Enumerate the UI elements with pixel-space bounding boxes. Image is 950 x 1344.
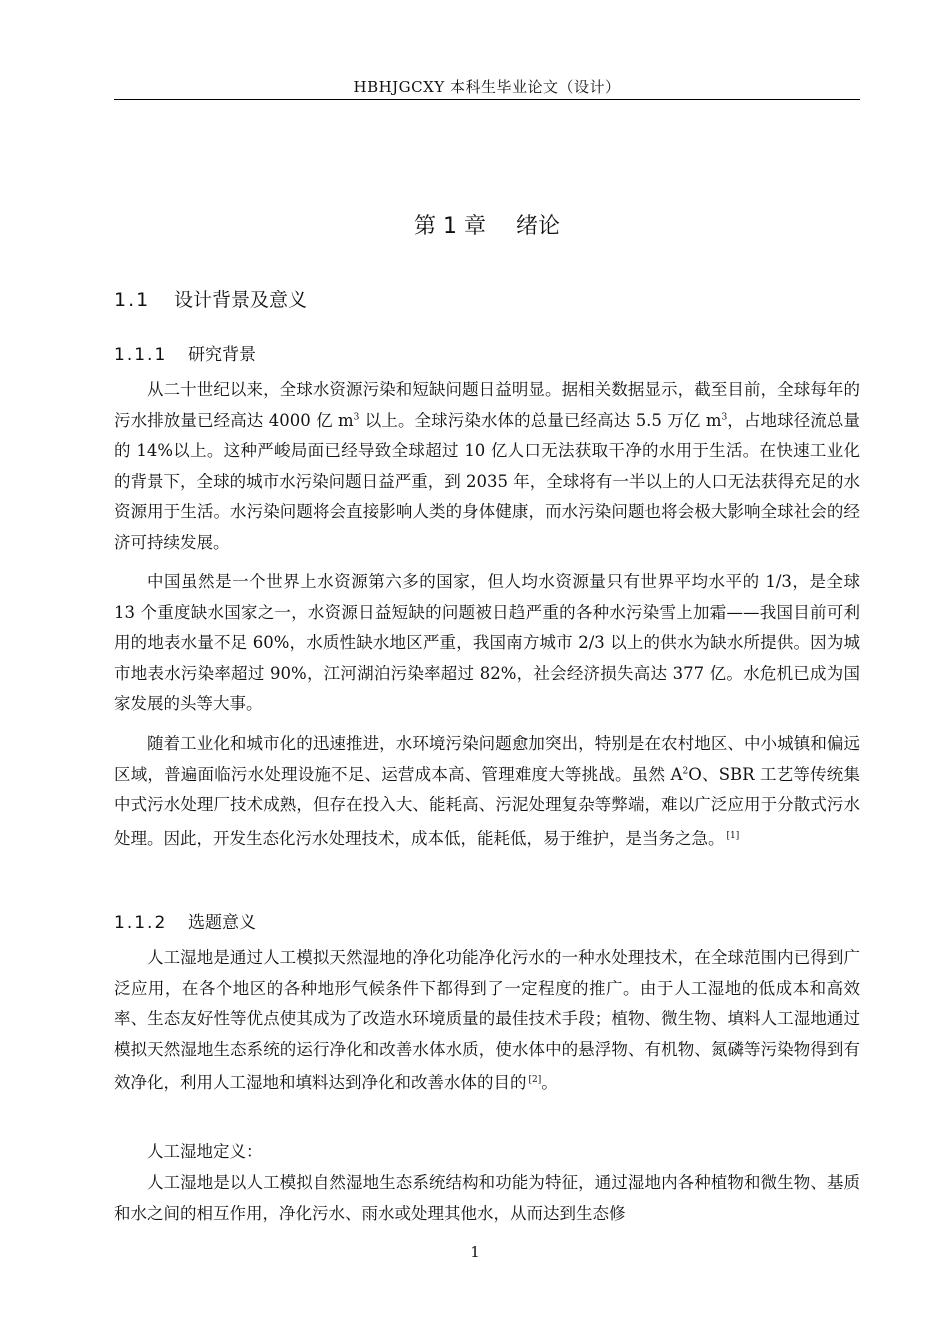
text-run: 人工湿地是通过人工模拟天然湿地的净化功能净化污水的一种水处理技术，在全球范围内已得到广泛应用，在各个地区的各种地形气候条件下都得到了一定程度的推广。由于人工湿地的低成本和高效率、生态友好性等优点使其成为了改造水环境质量的最佳技术手段；植物、微生物、填料人工湿地通过模拟天然湿地生态系统的运行净化和改善水体水质，使水体中的悬浮物、有机物、氮磷等污染物得到有效净化，利用人工湿地和填料达到净化和改善水体的目的	[114, 948, 860, 1092]
section-heading-1-1-1	[114, 340, 256, 365]
superscript: 3	[721, 412, 728, 422]
paragraph-significance-1	[114, 943, 860, 1099]
paragraph-research-background-1	[114, 375, 860, 558]
citation-marker: [2]	[528, 1075, 542, 1085]
section-heading-1-1	[114, 285, 307, 312]
subsection-title: 研究背景	[188, 345, 256, 365]
chapter-title	[114, 209, 860, 240]
subsection-number: 1.1.2	[114, 913, 168, 933]
text-run: ，占地球径流总量的 14%以上。这种严峻局面已经导致全球超过 10 亿人口无法获取干净的水用于生活。在快速工业化的背景下，全球的城市水污染问题日益严重，到 2035 年，全球将有一半以上的人口无法获得充足的水资源用于生活。水污染问题将会直接影响人类的身体健康，而水污染问题也将会极大影响全球社会的经济可持续发展。	[114, 410, 860, 552]
subsection-title: 选题意义	[188, 913, 256, 933]
chapter-label: 第 1 章	[414, 214, 486, 239]
subsection-number: 1.1.1	[114, 345, 168, 365]
text-run: 。	[541, 1073, 558, 1092]
chapter-name: 绪论	[515, 214, 560, 239]
paragraph-research-background-3	[114, 729, 860, 854]
page-number: 1	[470, 1243, 480, 1261]
section-number: 1.1	[114, 289, 151, 311]
citation-marker: [1]	[726, 830, 740, 841]
section-title: 设计背景及意义	[174, 289, 308, 311]
running-header: HBHJGCXY 本科生毕业论文（设计）	[353, 78, 621, 96]
paragraph-research-background-2: 中国虽然是一个世界上水资源第六多的国家，但人均水资源量只有世界平均水平的 1/3，是全球 13 个重度缺水国家之一，水资源日益短缺的问题被日趋严重的各种水污染雪上加霜——我国目前可利用的地表水量不足 60%，水质性缺水地区严重，我国南方城市 2/3 以上的供水为缺水所提供。因为城市地表水污染率超过 90%，江河湖泊污染率超过 82%，社会经济损失高达 377 亿。水危机已成为国家发展的头等大事。	[114, 572, 860, 713]
superscript: 3	[353, 412, 360, 422]
superscript: 2	[682, 766, 689, 776]
paragraph-definition-label: 人工湿地定义：	[147, 1142, 263, 1161]
header-rule	[114, 99, 860, 100]
text-run: 随着工业化和城市化的迅速推进，水环境污染问题愈加突出，特别是在农村地区、中小城镇和偏远区域，普遍面临污水处理设施不足、运营成本高、管理难度大等挑战。虽然 A	[114, 734, 860, 784]
text-run: 从二十世纪以来，全球水资源污染和短缺问题日益明显。据相关数据显示，截至目前，全球每年的污水排放量已经高达 4000 亿 m	[114, 380, 860, 430]
text-run: 以上。全球污染水体的总量已经高达 5.5 万亿 m	[359, 410, 722, 430]
paragraph-definition-text: 人工湿地是以人工模拟自然湿地生态系统结构和功能为特征，通过湿地内各种植物和微生物、基质和水之间的相互作用，净化污水、雨水或处理其他水，从而达到生态修	[114, 1173, 860, 1223]
text-run: O、SBR 工艺等传统集中式污水处理厂技术成熟，但存在投入大、能耗高、污泥处理复杂等弊端，难以广泛应用于分散式污水处理。因此，开发生态化污水处理技术，成本低，能耗低，易于维护，是当务之急。	[114, 764, 861, 848]
section-heading-1-1-2	[114, 908, 256, 933]
